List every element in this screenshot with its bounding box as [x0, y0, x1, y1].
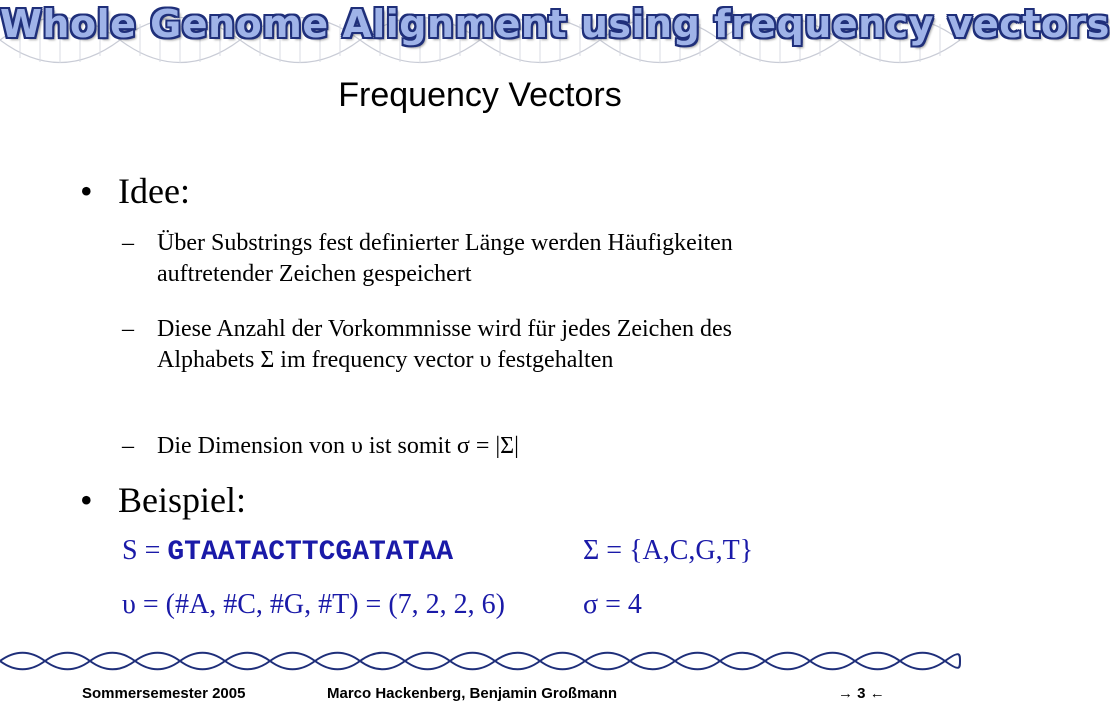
subitem — [122, 314, 802, 376]
dash-marker: – — [122, 230, 134, 256]
dna-strand-decoration — [0, 648, 960, 674]
bullet-label: Idee: — [118, 171, 190, 211]
bullet-dot: • — [80, 171, 93, 211]
sigma-value: σ = 4 — [583, 589, 642, 620]
slide-title: Frequency Vectors — [338, 76, 622, 114]
page-indicator — [838, 685, 885, 702]
page-number: 3 — [857, 685, 866, 702]
footer-authors: Marco Hackenberg, Benjamin Großmann — [327, 685, 618, 702]
next-arrow-icon[interactable]: → — [838, 685, 853, 702]
header-banner — [0, 0, 1110, 70]
dna-sequence: GTAATACTTCGATATAA — [167, 537, 454, 568]
dash-marker: – — [122, 433, 134, 459]
example-line-sequence — [122, 535, 453, 568]
frequency-vector-definition: υ = (#A, #C, #G, #T) = (7, 2, 2, 6) — [122, 589, 505, 620]
sequence-prefix: S = — [122, 535, 168, 566]
footer-semester: Sommersemester 2005 — [82, 685, 246, 702]
bullet-beispiel — [80, 479, 246, 521]
bullet-dot: • — [80, 480, 93, 520]
dash-marker: – — [122, 316, 134, 342]
subitem — [122, 431, 802, 462]
subitem-text: Diese Anzahl der Vorkommnisse wird für jedes Zeichen des Alphabets Σ im frequency vector υ festgehalten — [157, 316, 732, 373]
prev-arrow-icon[interactable]: ← — [869, 685, 885, 702]
subitem-text: Die Dimension von υ ist somit σ = |Σ| — [157, 433, 519, 459]
bullet-label: Beispiel: — [118, 480, 246, 520]
alphabet-definition: Σ = {A,C,G,T} — [583, 535, 754, 566]
subitem — [122, 228, 802, 290]
subitem-text: Über Substrings fest definierter Länge werden Häufigkeiten auftretender Zeichen gespeichert — [157, 230, 733, 287]
bullet-idee — [80, 170, 190, 212]
banner-title: Whole Genome Alignment using frequency vectors — [0, 2, 1110, 46]
